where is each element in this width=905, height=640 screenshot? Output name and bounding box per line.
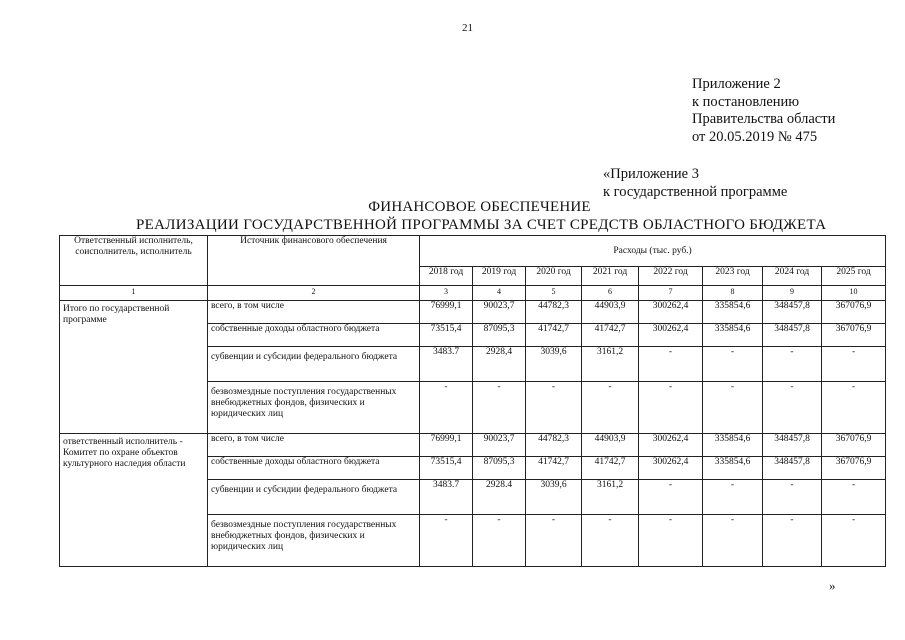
header-year: 2020 год bbox=[526, 267, 582, 286]
value-cell: 367076,9 bbox=[822, 457, 886, 480]
value-cell: - bbox=[703, 515, 763, 567]
value-cell: - bbox=[703, 382, 763, 434]
source-cell: субвенции и субсидии федерального бюджета bbox=[208, 480, 420, 515]
title-line-1: ФИНАНСОВОЕ ОБЕСПЕЧЕНИЕ bbox=[368, 199, 591, 215]
value-cell: 41742,7 bbox=[582, 324, 639, 347]
value-cell: 300262,4 bbox=[639, 301, 703, 324]
value-cell: - bbox=[763, 480, 822, 515]
value-cell: 73515,4 bbox=[420, 457, 473, 480]
column-number: 10 bbox=[822, 286, 886, 301]
value-cell: 300262,4 bbox=[639, 324, 703, 347]
source-cell: субвенции и субсидии федерального бюджета bbox=[208, 347, 420, 382]
value-cell: - bbox=[703, 480, 763, 515]
appendix3-line: к государственной программе bbox=[603, 183, 788, 200]
value-cell: - bbox=[582, 382, 639, 434]
value-cell: 3039,6 bbox=[526, 480, 582, 515]
header-year: 2023 год bbox=[703, 267, 763, 286]
value-cell: - bbox=[639, 382, 703, 434]
table-row bbox=[60, 301, 886, 324]
value-cell: - bbox=[639, 515, 703, 567]
value-cell: - bbox=[582, 515, 639, 567]
value-cell: 41742,7 bbox=[526, 324, 582, 347]
executor-cell: Итого по государственной программе bbox=[60, 301, 208, 434]
value-cell: 3483.7 bbox=[420, 347, 473, 382]
value-cell: 367076,9 bbox=[822, 301, 886, 324]
value-cell: 44782,3 bbox=[526, 301, 582, 324]
header-year: 2025 год bbox=[822, 267, 886, 286]
value-cell: 367076,9 bbox=[822, 434, 886, 457]
value-cell: - bbox=[420, 382, 473, 434]
value-cell: 335854,6 bbox=[703, 457, 763, 480]
header-year: 2022 год bbox=[639, 267, 703, 286]
header-expenses: Расходы (тыс. руб.) bbox=[420, 236, 886, 267]
value-cell: 348457,8 bbox=[763, 301, 822, 324]
value-cell: - bbox=[526, 382, 582, 434]
value-cell: 90023,7 bbox=[473, 434, 526, 457]
title-line-2: РЕАЛИЗАЦИИ ГОСУДАРСТВЕННОЙ ПРОГРАММЫ ЗА СЧЕТ СРЕДСТВ ОБЛАСТНОГО БЮДЖЕТА bbox=[136, 217, 827, 233]
value-cell: - bbox=[526, 515, 582, 567]
header-year: 2018 год bbox=[420, 267, 473, 286]
appendix-line: к постановлению bbox=[692, 93, 800, 110]
table-row bbox=[60, 434, 886, 457]
value-cell: - bbox=[420, 515, 473, 567]
appendix-line: от 20.05.2019 № 475 bbox=[692, 128, 818, 145]
value-cell: 90023,7 bbox=[473, 301, 526, 324]
value-cell: 300262,4 bbox=[639, 457, 703, 480]
value-cell: 335854,6 bbox=[703, 324, 763, 347]
column-number: 7 bbox=[639, 286, 703, 301]
value-cell: - bbox=[763, 382, 822, 434]
column-number: 9 bbox=[763, 286, 822, 301]
column-number: 5 bbox=[526, 286, 582, 301]
value-cell: - bbox=[822, 347, 886, 382]
value-cell: 41742,7 bbox=[526, 457, 582, 480]
value-cell: 87095,3 bbox=[473, 457, 526, 480]
source-cell: всего, в том числе bbox=[208, 301, 420, 324]
value-cell: 44782,3 bbox=[526, 434, 582, 457]
closing-quote: » bbox=[829, 578, 836, 593]
header-year: 2021 год bbox=[582, 267, 639, 286]
appendix-line: Правительства области bbox=[692, 111, 836, 127]
appendix-line: Приложение 2 bbox=[692, 76, 781, 92]
value-cell: 44903,9 bbox=[582, 434, 639, 457]
value-cell: 87095,3 bbox=[473, 324, 526, 347]
value-cell: 300262,4 bbox=[639, 434, 703, 457]
value-cell: - bbox=[703, 347, 763, 382]
header-executor: Ответственный исполнитель, соисполнитель, исполнитель bbox=[60, 236, 208, 286]
value-cell: - bbox=[822, 515, 886, 567]
value-cell: 3161,2 bbox=[582, 347, 639, 382]
value-cell: 348457,8 bbox=[763, 434, 822, 457]
value-cell: 348457,8 bbox=[763, 457, 822, 480]
source-cell: собственные доходы областного бюджета bbox=[208, 324, 420, 347]
column-number: 8 bbox=[703, 286, 763, 301]
column-number: 2 bbox=[208, 286, 420, 301]
value-cell: 3483.7 bbox=[420, 480, 473, 515]
value-cell: 3039,6 bbox=[526, 347, 582, 382]
financing-table bbox=[59, 235, 886, 567]
column-number: 3 bbox=[420, 286, 473, 301]
value-cell: - bbox=[639, 480, 703, 515]
source-cell: безвозмездные поступления государственных внебюджетных фондов, физических и юридических лиц bbox=[208, 382, 420, 434]
value-cell: 367076,9 bbox=[822, 324, 886, 347]
source-cell: безвозмездные поступления государственных внебюджетных фондов, физических и юридических лиц bbox=[208, 515, 420, 567]
value-cell: 41742,7 bbox=[582, 457, 639, 480]
column-number: 1 bbox=[60, 286, 208, 301]
value-cell: 348457,8 bbox=[763, 324, 822, 347]
executor-cell: ответственный исполнитель - Комитет по охране объектов культурного наследия области bbox=[60, 434, 208, 567]
value-cell: 335854,6 bbox=[703, 434, 763, 457]
appendix-header bbox=[692, 76, 835, 146]
value-cell: 2928.4 bbox=[473, 480, 526, 515]
value-cell: 76999,1 bbox=[420, 301, 473, 324]
value-cell: - bbox=[639, 347, 703, 382]
value-cell: 335854,6 bbox=[703, 301, 763, 324]
header-year: 2024 год bbox=[763, 267, 822, 286]
source-cell: всего, в том числе bbox=[208, 434, 420, 457]
appendix3-header bbox=[603, 166, 787, 201]
value-cell: 73515,4 bbox=[420, 324, 473, 347]
value-cell: 3161,2 bbox=[582, 480, 639, 515]
value-cell: 76999,1 bbox=[420, 434, 473, 457]
source-cell: собственные доходы областного бюджета bbox=[208, 457, 420, 480]
value-cell: - bbox=[763, 347, 822, 382]
value-cell: - bbox=[822, 480, 886, 515]
column-number: 6 bbox=[582, 286, 639, 301]
value-cell: 44903,9 bbox=[582, 301, 639, 324]
appendix3-line: «Приложение 3 bbox=[603, 166, 699, 182]
value-cell: - bbox=[473, 382, 526, 434]
page-number: 21 bbox=[462, 22, 473, 34]
column-number: 4 bbox=[473, 286, 526, 301]
value-cell: - bbox=[822, 382, 886, 434]
value-cell: - bbox=[473, 515, 526, 567]
header-source: Источник финансового обеспечения bbox=[208, 236, 420, 286]
value-cell: 2928,4 bbox=[473, 347, 526, 382]
header-year: 2019 год bbox=[473, 267, 526, 286]
value-cell: - bbox=[763, 515, 822, 567]
